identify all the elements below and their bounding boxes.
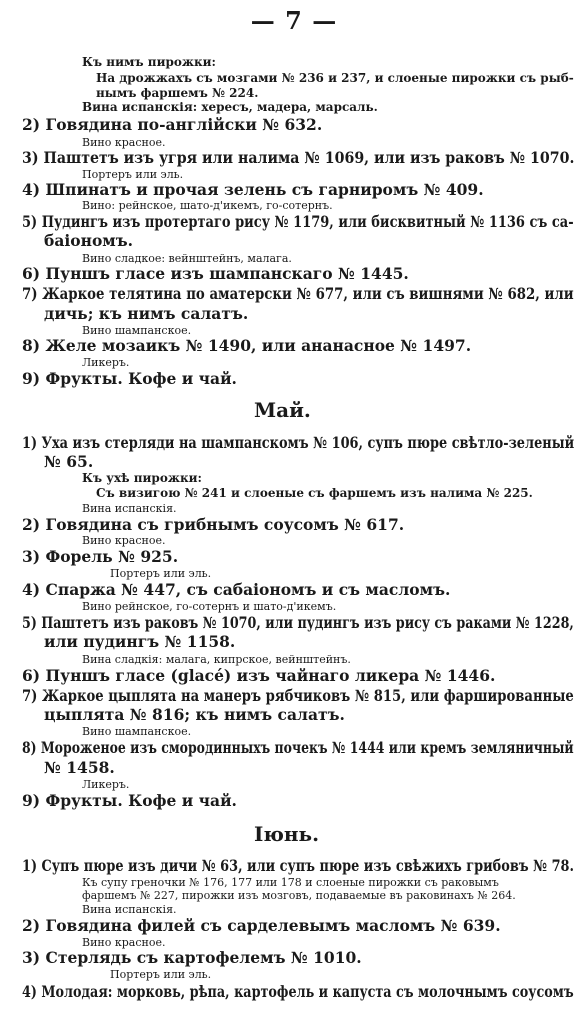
text-line: Съ визигою № 241 и слоеные съ фаршемъ изъ налима № 225. bbox=[96, 486, 533, 500]
menu-item-cont: дичь; къ нимъ салатъ. bbox=[44, 304, 249, 323]
menu-item-cont: № 65. bbox=[44, 452, 94, 471]
menu-item: 3) Форель № 925. bbox=[22, 547, 179, 566]
menu-item: 1) Уха изъ стерляди на шампанскомъ № 106, супъ пюре свѣтло-зеленый bbox=[22, 433, 575, 452]
menu-item: 4) Молодая: морковь, рѣпа, картофель и капуста съ молочнымъ соусомъ bbox=[22, 982, 574, 1001]
text-line: Къ нимъ пирожки: bbox=[82, 55, 216, 69]
text-line: На дрожжахъ съ мозгами № 236 и 237, и слоеные пирожки съ рыб- bbox=[96, 71, 574, 85]
section-heading-june: Іюнь. bbox=[254, 822, 320, 846]
menu-item-cont: или пудингъ № 1158. bbox=[44, 632, 236, 651]
wine-note: Вина сладкія: малага, кипрское, вейнштейнъ. bbox=[82, 653, 351, 666]
wine-note: Вино красное. bbox=[82, 534, 166, 547]
text-line: Къ супу греночки № 176, 177 или 178 и слоеные пирожки съ раковымъ bbox=[82, 876, 499, 889]
wine-note: Портеръ или эль. bbox=[110, 968, 212, 981]
wine-note: Вина испанскія. bbox=[82, 502, 177, 515]
text-line: нымъ фаршемъ № 224. bbox=[96, 86, 259, 100]
menu-item: 6) Пуншъ гласе изъ шампанскаго № 1445. bbox=[22, 264, 409, 283]
menu-item: 8) Желе мозаикъ № 1490, или ананасное № 1497. bbox=[22, 336, 472, 355]
menu-item-cont: цыплята № 816; къ нимъ салатъ. bbox=[44, 705, 345, 724]
menu-item: 7) Жаркое цыплята на манеръ рябчиковъ № 815, или фаршированные bbox=[22, 686, 574, 705]
menu-item: 1) Супъ пюре изъ дичи № 63, или супъ пюре изъ свѣжихъ грибовъ № 78. bbox=[22, 856, 574, 875]
menu-item: 8) Мороженое изъ смородинныхъ почекъ № 1444 или кремъ земляничный bbox=[22, 738, 574, 757]
wine-note: Ликеръ. bbox=[82, 778, 130, 791]
text-line: Вина испанскія: хересъ, мадера, марсаль. bbox=[82, 100, 378, 114]
menu-item: 4) Спаржа № 447, съ сабаіономъ и съ масломъ. bbox=[22, 580, 451, 599]
wine-note: Вино красное. bbox=[82, 136, 166, 149]
menu-item: 9) Фрукты. Кофе и чай. bbox=[22, 791, 237, 810]
wine-note: Ликеръ. bbox=[82, 356, 130, 369]
wine-note: Вино сладкое: вейнштейнъ, малага. bbox=[82, 252, 292, 265]
menu-item: 3) Стерлядь съ картофелемъ № 1010. bbox=[22, 948, 362, 967]
menu-item: 6) Пуншъ гласе (glacé) изъ чайнаго ликера № 1446. bbox=[22, 666, 496, 685]
menu-item: 2) Говядина съ грибнымъ соусомъ № 617. bbox=[22, 515, 405, 534]
wine-note: Портеръ или эль. bbox=[110, 567, 212, 580]
menu-item: 2) Говядина филей съ сарделевымъ масломъ № 639. bbox=[22, 916, 501, 935]
wine-note: Вина испанскія. bbox=[82, 903, 177, 916]
menu-item: 4) Шпинатъ и прочая зелень съ гарниромъ № 409. bbox=[22, 180, 484, 199]
wine-note: Вино шампанское. bbox=[82, 324, 192, 337]
menu-item: 5) Пудингъ изъ протертаго рису № 1179, или бисквитный № 1136 съ са- bbox=[22, 212, 574, 231]
wine-note: Вино красное. bbox=[82, 936, 166, 949]
text-line: фаршемъ № 227, пирожки изъ мозговъ, подаваемые въ раковинахъ № 264. bbox=[82, 889, 516, 902]
menu-item: 2) Говядина по-англійски № 632. bbox=[22, 115, 323, 134]
text-line: Къ ухѣ пирожки: bbox=[82, 471, 202, 485]
menu-item: 3) Паштетъ изъ угря или налима № 1069, или изъ раковъ № 1070. bbox=[22, 148, 575, 167]
menu-item: 5) Паштетъ изъ раковъ № 1070, или пудингъ изъ рису съ раками № 1228, bbox=[22, 613, 574, 632]
menu-item: 9) Фрукты. Кофе и чай. bbox=[22, 369, 237, 388]
wine-note: Вино рейнское, го-сотернъ и шато-д'икемъ. bbox=[82, 600, 337, 613]
menu-item-cont: № 1458. bbox=[44, 758, 115, 777]
menu-item: 7) Жаркое телятина по аматерски № 677, или съ вишнями № 682, или bbox=[22, 284, 574, 303]
wine-note: Вино шампанское. bbox=[82, 725, 192, 738]
menu-item-cont: баіономъ. bbox=[44, 231, 134, 250]
section-heading-may: Май. bbox=[254, 398, 311, 422]
wine-note: Портеръ или эль. bbox=[82, 168, 184, 181]
wine-note: Вино: рейнское, шато-д'икемъ, го-сотернъ. bbox=[82, 199, 333, 212]
page-number: — 7 — bbox=[250, 6, 338, 35]
